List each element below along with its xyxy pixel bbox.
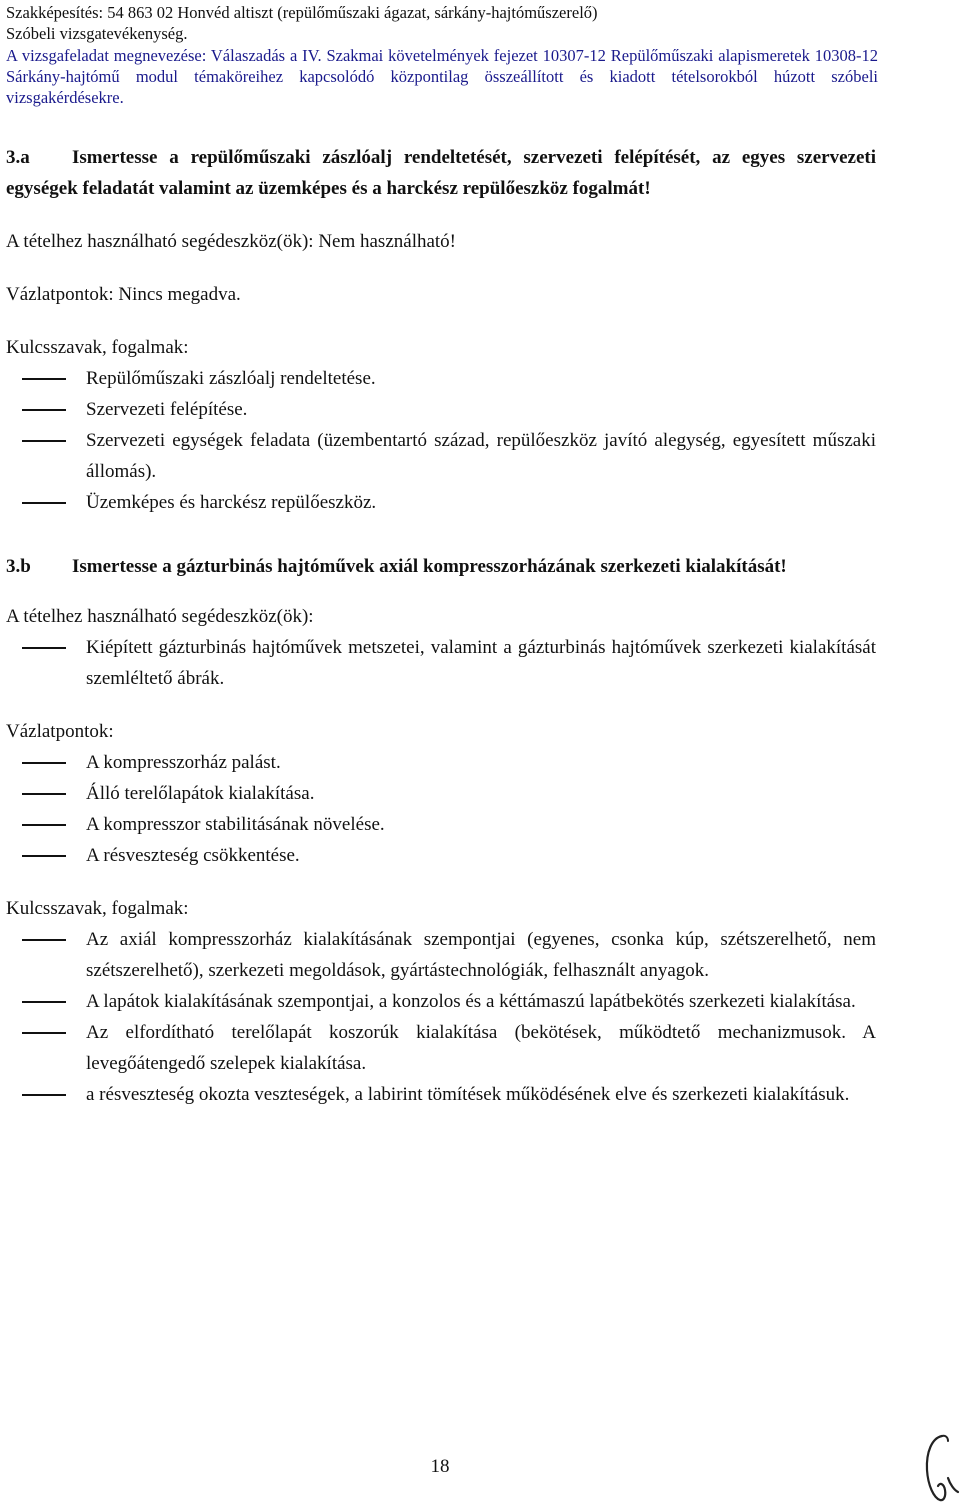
dash-bullet-icon	[22, 1094, 66, 1096]
handwritten-initial-icon	[918, 1418, 960, 1503]
list-item	[6, 394, 876, 425]
list-item	[6, 632, 876, 694]
list-item-text: A résveszteség csökkentése.	[86, 845, 300, 866]
list-item-text: A kompresszorház palást.	[86, 752, 281, 773]
dash-bullet-icon	[22, 762, 66, 764]
question-3a-title	[6, 142, 876, 204]
list-item	[6, 747, 876, 778]
dash-bullet-icon	[22, 647, 66, 649]
question-3b-outline-label: Vázlatpontok:	[6, 721, 114, 742]
list-item	[6, 986, 876, 1017]
dash-bullet-icon	[22, 793, 66, 795]
list-item-text: A kompresszor stabilitásának növelése.	[86, 814, 385, 835]
list-item-text: Az axiál kompresszorház kialakításának szempontjai (egyenes, csonka kúp, szétszerelhető, nem szétszerelhető), szerkezeti megoldások, gyártástechnológiák, felhasznált anyagok.	[86, 929, 876, 981]
list-item	[6, 487, 876, 518]
dash-bullet-icon	[22, 824, 66, 826]
dash-bullet-icon	[22, 409, 66, 411]
dash-bullet-icon	[22, 939, 66, 941]
list-item-text: Repülőműszaki zászlóalj rendeltetése.	[86, 368, 376, 389]
list-item-text: Szervezeti egységek feladata (üzembentartó század, repülőeszköz javító alegység, egyesített műszaki állomás).	[86, 430, 876, 482]
page-number: 18	[430, 1456, 450, 1477]
question-3a-tools: A tételhez használható segédeszköz(ök): Nem használható!	[6, 231, 457, 252]
question-3b-tools-label: A tételhez használható segédeszköz(ök):	[6, 606, 314, 627]
list-item	[6, 924, 876, 986]
question-3a-number: 3.a	[6, 147, 30, 168]
question-3b-tools-list	[6, 632, 876, 694]
list-item-text: Kiépített gázturbinás hajtóművek metszetei, valamint a gázturbinás hajtóművek szerkezeti kialakítását szemléltető ábrák.	[86, 637, 876, 689]
question-3b-title	[6, 551, 876, 582]
page-header	[6, 2, 878, 108]
question-3b-number: 3.b	[6, 556, 31, 577]
question-3a-keywords-label: Kulcsszavak, fogalmak:	[6, 337, 189, 358]
list-item	[6, 363, 876, 394]
list-item-text: Üzemképes és harckész repülőeszköz.	[86, 492, 377, 513]
list-item	[6, 840, 876, 871]
dash-bullet-icon	[22, 855, 66, 857]
list-item-text: A lapátok kialakításának szempontjai, a konzolos és a kéttámaszú lapátbekötés szerkezeti kialakítása.	[86, 991, 856, 1012]
list-item	[6, 1017, 876, 1079]
list-item	[6, 1079, 876, 1110]
document-content	[6, 142, 876, 1110]
question-3b-outline-list	[6, 747, 876, 871]
header-qualification: Szakképesítés: 54 863 02 Honvéd altiszt (repülőműszaki ágazat, sárkány-hajtóműszerelő)	[6, 3, 598, 22]
dash-bullet-icon	[22, 440, 66, 442]
dash-bullet-icon	[22, 378, 66, 380]
list-item-text: Az elfordítható terelőlapát koszorúk kialakítása (bekötések, működtető mechanizmusok. A levegőátengedő szelepek kialakítása.	[86, 1022, 876, 1074]
dash-bullet-icon	[22, 1032, 66, 1034]
question-3b-text: Ismertesse a gázturbinás hajtóművek axiál kompresszorházának szerkezeti kialakítását!	[72, 556, 787, 577]
list-item	[6, 809, 876, 840]
question-3a-keywords-list	[6, 363, 876, 518]
question-3a-text: Ismertesse a repülőműszaki zászlóalj rendeltetését, szervezeti felépítését, az egyes szervezeti egységek feladatát valamint az üzemképes és a harckész repülőeszköz fogalmát!	[6, 147, 876, 199]
list-item	[6, 425, 876, 487]
question-3b-keywords-label: Kulcsszavak, fogalmak:	[6, 898, 189, 919]
list-item-text: a résveszteség okozta veszteségek, a labirint tömítések működésének elve és szerkezeti kialakításuk.	[86, 1084, 850, 1105]
list-item-text: Álló terelőlapátok kialakítása.	[86, 783, 315, 804]
header-exam-activity: Szóbeli vizsgatevékenység.	[6, 24, 188, 44]
dash-bullet-icon	[22, 1001, 66, 1003]
question-3a-outline: Vázlatpontok: Nincs megadva.	[6, 284, 241, 305]
dash-bullet-icon	[22, 502, 66, 504]
list-item-text: Szervezeti felépítése.	[86, 399, 248, 420]
header-task-description: A vizsgafeladat megnevezése: Válaszadás a IV. Szakmai követelmények fejezet 10307-12 Repülőműszaki alapismeretek 10308-12 Sárkány-hajtómű modul témaköreihez kapcsolódó központilag összeállított és kiadott tételsorokból húzott szóbeli vizsgakérdésekre.	[6, 45, 878, 108]
list-item	[6, 778, 876, 809]
question-3b-keywords-list	[6, 924, 876, 1110]
